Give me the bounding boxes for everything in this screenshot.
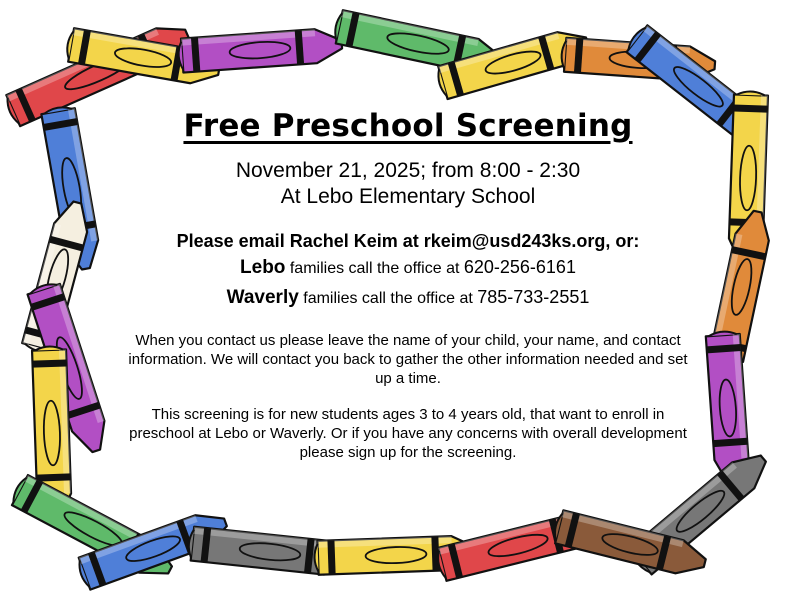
waverly-phone: 785-733-2551 [477, 287, 590, 307]
lebo-phone-line [110, 253, 706, 283]
waverly-call-text: families call the office at [298, 290, 478, 307]
event-date: November 21, 2025; from 8:00 - 2:30 [235, 159, 581, 182]
flyer-content [110, 100, 706, 462]
waverly-phone-line [110, 283, 706, 313]
eligibility-text: This screening is for new students ages 3 to 4 years old, that want to enroll in preschool at Lebo or Waverly. Or if you have any concerns with overall development please sign up for the screening. [129, 406, 687, 461]
event-location: At Lebo Elementary School [280, 185, 536, 208]
waverly-label: Waverly [226, 287, 299, 308]
email-instruction: Please email Rachel Keim at rkeim@usd243ks.org, or: [176, 231, 640, 251]
flyer-title: Free Preschool Screening [183, 108, 633, 144]
crayon-drawing [178, 27, 343, 72]
lebo-call-text: families call the office at [285, 260, 464, 277]
contact-instructions: When you contact us please leave the name of your child, your name, and contact information. We will contact you back to gather the other information needed and set up a time. [128, 332, 688, 387]
lebo-phone: 620-256-6161 [463, 257, 576, 277]
lebo-label: Lebo [240, 257, 286, 278]
